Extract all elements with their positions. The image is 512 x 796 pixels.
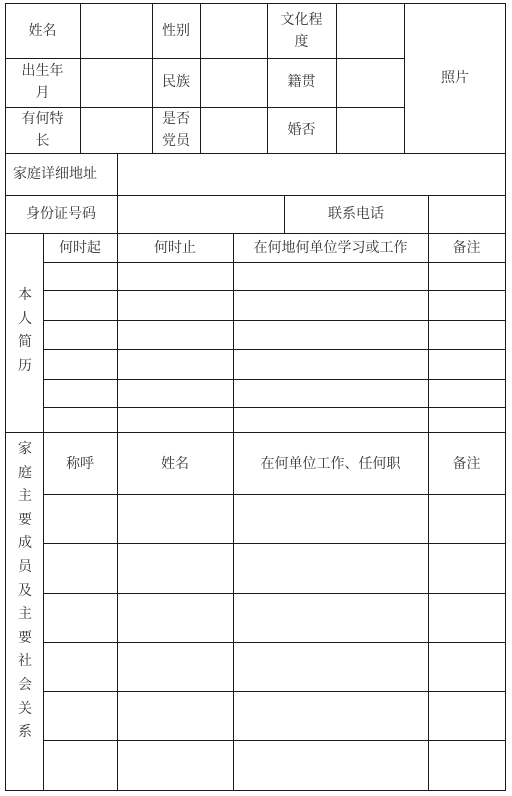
label-native-place: 籍贯 <box>287 74 316 90</box>
family-side-label: 家庭主要成员及主要社会关系 <box>18 441 32 741</box>
family-vline-3 <box>233 432 234 791</box>
value-party[interactable] <box>201 108 267 153</box>
family-row-line <box>43 494 506 495</box>
resume-col-header: 在何地何单位学习或工作 <box>253 240 408 256</box>
label-specialty-2: 长 <box>35 133 50 149</box>
value-name[interactable] <box>81 4 152 58</box>
family-col-header: 备注 <box>452 456 481 472</box>
family-row-line <box>43 691 506 692</box>
family-vline-4 <box>428 432 429 791</box>
label-party-2: 党员 <box>162 133 190 149</box>
label-party-1: 是否 <box>162 111 190 127</box>
value-gender[interactable] <box>201 4 267 58</box>
value-education[interactable] <box>337 4 404 58</box>
label-birth-2: 月 <box>35 85 50 101</box>
resume-side-label: 本人简历 <box>18 287 32 374</box>
label-gender: 性别 <box>162 23 190 39</box>
label-education-2: 度 <box>294 34 309 50</box>
resume-col-header: 备注 <box>452 240 481 256</box>
label-phone: 联系电话 <box>328 206 384 222</box>
value-marital[interactable] <box>337 108 404 153</box>
value-specialty[interactable] <box>81 108 152 153</box>
label-ethnicity: 民族 <box>162 74 190 90</box>
value-id-number[interactable] <box>118 196 284 233</box>
family-row-line <box>43 593 506 594</box>
label-specialty-1: 有何特 <box>21 111 64 127</box>
label-address: 家庭详细地址 <box>13 166 97 182</box>
family-row-line <box>43 642 506 643</box>
family-col-header: 在何单位工作、任何职 <box>260 456 401 472</box>
label-marital: 婚否 <box>287 122 316 138</box>
resume-row-line <box>43 379 506 380</box>
resume-row-line <box>43 349 506 350</box>
value-ethnicity[interactable] <box>201 59 267 107</box>
value-birth[interactable] <box>81 59 152 107</box>
photo-box[interactable] <box>405 4 505 153</box>
value-phone[interactable] <box>429 196 505 233</box>
family-vline-2 <box>117 432 118 791</box>
resume-row-line <box>43 407 506 408</box>
value-address[interactable] <box>118 154 505 195</box>
header-line-5 <box>5 233 506 234</box>
family-side-vline <box>43 432 44 791</box>
family-row-line <box>43 740 506 741</box>
resume-col-header: 何时起 <box>59 240 101 256</box>
label-photo: 照片 <box>441 70 469 86</box>
family-col-header: 姓名 <box>161 456 189 472</box>
resume-row-line <box>43 262 506 263</box>
family-col-header: 称呼 <box>66 456 94 472</box>
value-native-place[interactable] <box>337 59 404 107</box>
resume-row-line <box>43 290 506 291</box>
label-education-1: 文化程 <box>280 12 323 28</box>
resume-col-header: 何时止 <box>154 240 196 256</box>
resume-bottom-line <box>5 432 506 433</box>
border-right <box>505 3 506 791</box>
label-id-number: 身份证号码 <box>26 206 96 222</box>
label-name: 姓名 <box>28 23 57 39</box>
border-bottom <box>5 790 506 791</box>
resume-row-line <box>43 320 506 321</box>
label-birth-1: 出生年 <box>21 63 64 79</box>
family-row-line <box>43 543 506 544</box>
